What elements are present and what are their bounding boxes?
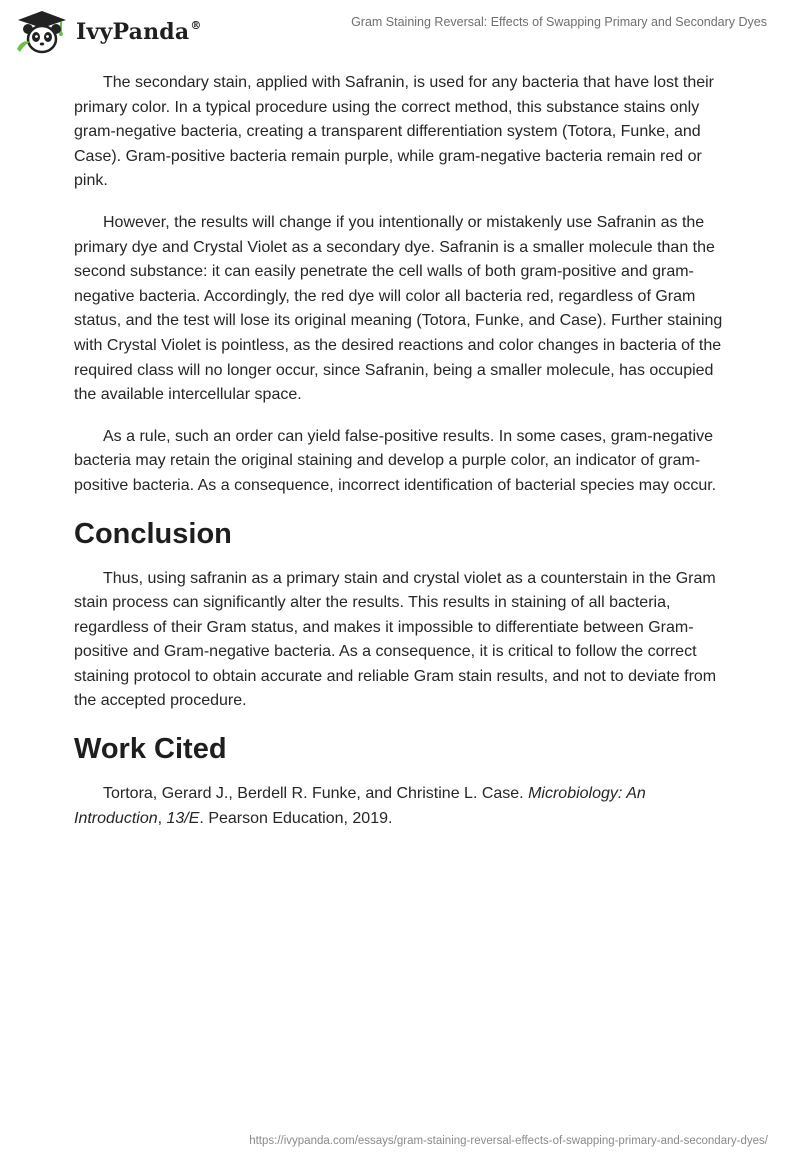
citation-entry bbox=[74, 782, 734, 831]
body-paragraph-1: The secondary stain, applied with Safranin, is used for any bacteria that have lost their primary color. In a typical procedure using the correct method, this substance stains only gram-negative bacteria, creating a transparent differentiation system (Totora, Funke, and Case). Gram-positive bacteria remain purple, while gram-negative bacteria remain red or pink. bbox=[74, 74, 715, 190]
essay-content bbox=[74, 71, 734, 848]
logo-text: IvyPanda® bbox=[76, 19, 202, 45]
page-header bbox=[0, 0, 800, 60]
registered-mark: ® bbox=[190, 19, 202, 32]
panda-graduate-icon bbox=[14, 9, 70, 55]
conclusion-heading: Conclusion bbox=[74, 517, 232, 550]
works-cited-heading: Work Cited bbox=[74, 733, 227, 766]
body-paragraph-3: As a rule, such an order can yield false-positive results. In some cases, gram-negative bacteria may retain the original staining and develop a purple color, an indicator of gram-positive bacteria. As a consequence, incorrect identification of bacterial species may occur. bbox=[74, 427, 717, 494]
ivypanda-logo[interactable] bbox=[14, 9, 202, 55]
citation-publisher: . Pearson Education, 2019. bbox=[199, 809, 393, 827]
citation-separator: , bbox=[157, 809, 167, 827]
conclusion-paragraph: Thus, using safranin as a primary stain and crystal violet as a counterstain in the Gram stain process can significantly alter the results. This results in staining of all bacteria, regardless of their Gram status, and makes it impossible to differentiate between Gram-positive and Gram-negative bacteria. As a consequence, it is critical to follow the correct staining protocol to obtain accurate and reliable Gram stain results, and not to deviate from the accepted procedure. bbox=[74, 569, 717, 710]
citation-authors: Tortora, Gerard J., Berdell R. Funke, and Christine L. Case. bbox=[103, 785, 529, 803]
citation-edition: 13/E bbox=[166, 809, 200, 827]
citation-title: Microbiology: An Introduction bbox=[74, 785, 646, 827]
document-title: Gram Staining Reversal: Effects of Swapping Primary and Secondary Dyes bbox=[351, 15, 767, 29]
body-paragraph-2: However, the results will change if you intentionally or mistakenly use Safranin as the primary dye and Crystal Violet as a secondary dye. Safranin is a smaller molecule than the second substance: it can easily penetrate the cell walls of both gram-positive and gram-negative bacteria. Accordingly, the red dye will color all bacteria red, regardless of Gram status, and the test will lose its original meaning (Totora, Funke, and Case). Further staining with Crystal Violet is pointless, as the desired reactions and color changes in bacteria of the required class will no longer occur, since Safranin, being a smaller molecule, has occupied the available intercellular space. bbox=[74, 213, 723, 404]
footer-url[interactable]: https://ivypanda.com/essays/gram-staining-reversal-effects-of-swapping-primary-and-secondary-dyes/ bbox=[249, 1135, 768, 1147]
